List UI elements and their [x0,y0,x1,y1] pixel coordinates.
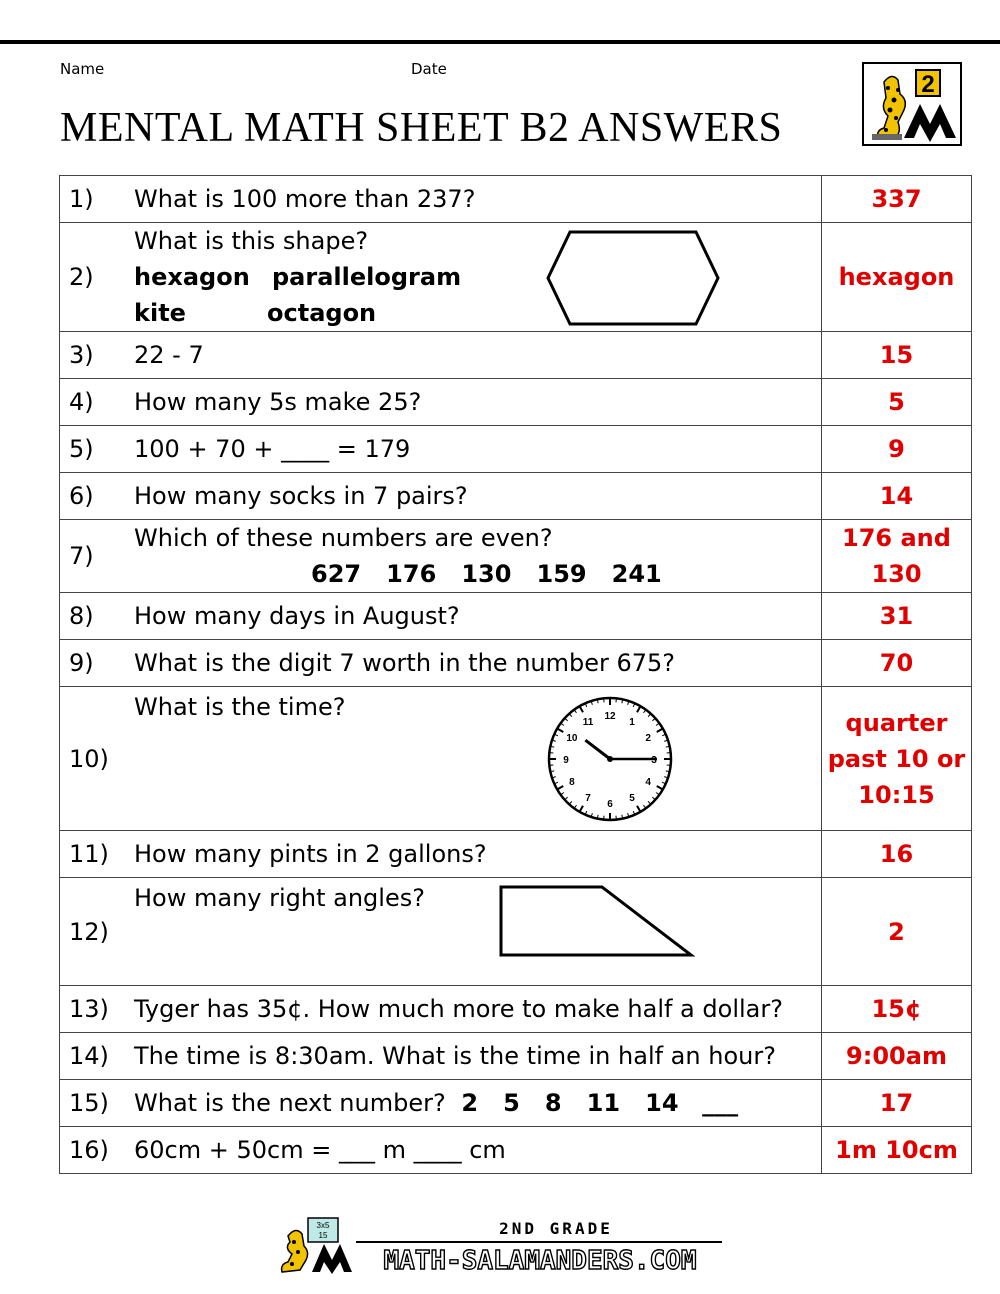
trapezoid-shape [498,884,698,958]
answer-line: 10:15 [858,780,935,809]
clock-number: 11 [582,716,594,728]
question-number: 10) [60,687,125,831]
answer-cell: hexagon [822,223,972,332]
logo-grade-digit: 2 [921,71,935,98]
answer-line: 176 and [842,524,951,552]
table-row [60,1033,972,1080]
question-text: How many pints in 2 gallons? [134,840,487,868]
page-title: MENTAL MATH SHEET B2 ANSWERS [60,105,783,151]
clock-face [546,695,674,823]
answer-cell: 9 [822,426,972,473]
answer-cell: 2 [822,878,972,986]
hexagon-shape [542,229,722,327]
question-number: 4) [60,379,125,426]
question-number: 1) [60,176,125,223]
answer-cell: 16 [822,831,972,878]
question-number: 7) [60,520,125,593]
clock-number: 2 [645,733,651,744]
table-row [60,473,972,520]
footer-site-name: MATH-SALAMANDERS.COM [383,1246,697,1276]
number-sequence: 2 5 8 11 14 [461,1089,679,1117]
footer-logo [270,1214,730,1276]
clock-number: 9 [563,755,569,766]
footer-grade-label: 2ND GRADE [499,1219,613,1238]
question-number: 11) [60,831,125,878]
clock-number: 1 [629,716,635,728]
answer-line: quarter [845,708,948,737]
question-text: What is this shape? [134,227,369,255]
question-text: Which of these numbers are even? [134,524,553,552]
answer-cell [822,687,972,831]
answer-cell: 1m 10cm [822,1127,972,1174]
question-text: Tyger has 35¢. How much more to make half a dollar? [134,995,783,1023]
table-row [60,426,972,473]
question-number: 12) [60,878,125,986]
option-octagon: octagon [267,299,377,327]
question-number: 13) [60,986,125,1033]
table-row [60,878,972,986]
question-number: 14) [60,1033,125,1080]
clock-number: 5 [629,793,635,805]
table-row [60,593,972,640]
question-text: How many days in August? [134,602,460,630]
table-row [60,332,972,379]
question-text: How many socks in 7 pairs? [134,482,468,510]
answer-cell: 5 [822,379,972,426]
question-text: What is the next number? [134,1089,446,1117]
question-number: 5) [60,426,125,473]
clock-number: 3 [651,755,657,766]
option-hexagon: hexagon [134,263,250,291]
footer-sign-text: 15 [318,1231,328,1240]
answer-cell: 31 [822,593,972,640]
question-number: 3) [60,332,125,379]
table-row [60,1127,972,1174]
answer-cell: 337 [822,176,972,223]
option-parallelogram: parallelogram [272,263,462,291]
table-row [60,379,972,426]
question-text: The time is 8:30am. What is the time in half an hour? [134,1042,776,1070]
answer-cell: 15¢ [822,986,972,1033]
answer-cell: 70 [822,640,972,687]
answer-cell: 14 [822,473,972,520]
question-number: 9) [60,640,125,687]
question-text: 22 - 7 [134,341,204,369]
answer-blank: ___ [702,1089,739,1117]
table-row [60,640,972,687]
table-row [60,831,972,878]
answer-cell: 15 [822,332,972,379]
footer-sign-text: 3x5 [316,1221,330,1230]
salamander-logo [862,62,962,146]
question-table [59,175,972,1174]
table-row [60,223,972,332]
answer-cell: 17 [822,1080,972,1127]
number-list: 627 176 130 159 241 [311,560,662,588]
top-rule [0,40,1000,44]
question-number: 8) [60,593,125,640]
clock-number: 6 [607,799,613,810]
question-text: What is 100 more than 237? [134,185,476,213]
table-row [60,1080,972,1127]
clock-number: 8 [569,777,575,788]
table-row [60,986,972,1033]
question-text: How many right angles? [134,884,425,912]
table-row [60,176,972,223]
question-number: 15) [60,1080,125,1127]
table-row [60,687,972,831]
question-text: What is the time? [134,693,346,721]
question-text: 60cm + 50cm = ___ m ____ cm [134,1136,506,1164]
option-kite: kite [134,299,186,327]
question-text: What is the digit 7 worth in the number 675? [134,649,676,677]
question-number: 2) [60,223,125,332]
answer-line: past 10 or [827,744,966,773]
clock-number: 10 [566,733,578,744]
question-number: 6) [60,473,125,520]
answer-cell: 9:00am [822,1033,972,1080]
clock-number: 4 [645,777,651,788]
date-label: Date [411,60,447,78]
answer-line: 130 [871,560,922,588]
question-number: 16) [60,1127,125,1174]
answer-cell [822,520,972,593]
question-text: 100 + 70 + ____ = 179 [134,435,411,463]
clock-number: 12 [604,711,616,722]
table-row [60,520,972,593]
clock-number: 7 [585,793,591,805]
name-label: Name [60,60,105,78]
question-text: How many 5s make 25? [134,388,422,416]
